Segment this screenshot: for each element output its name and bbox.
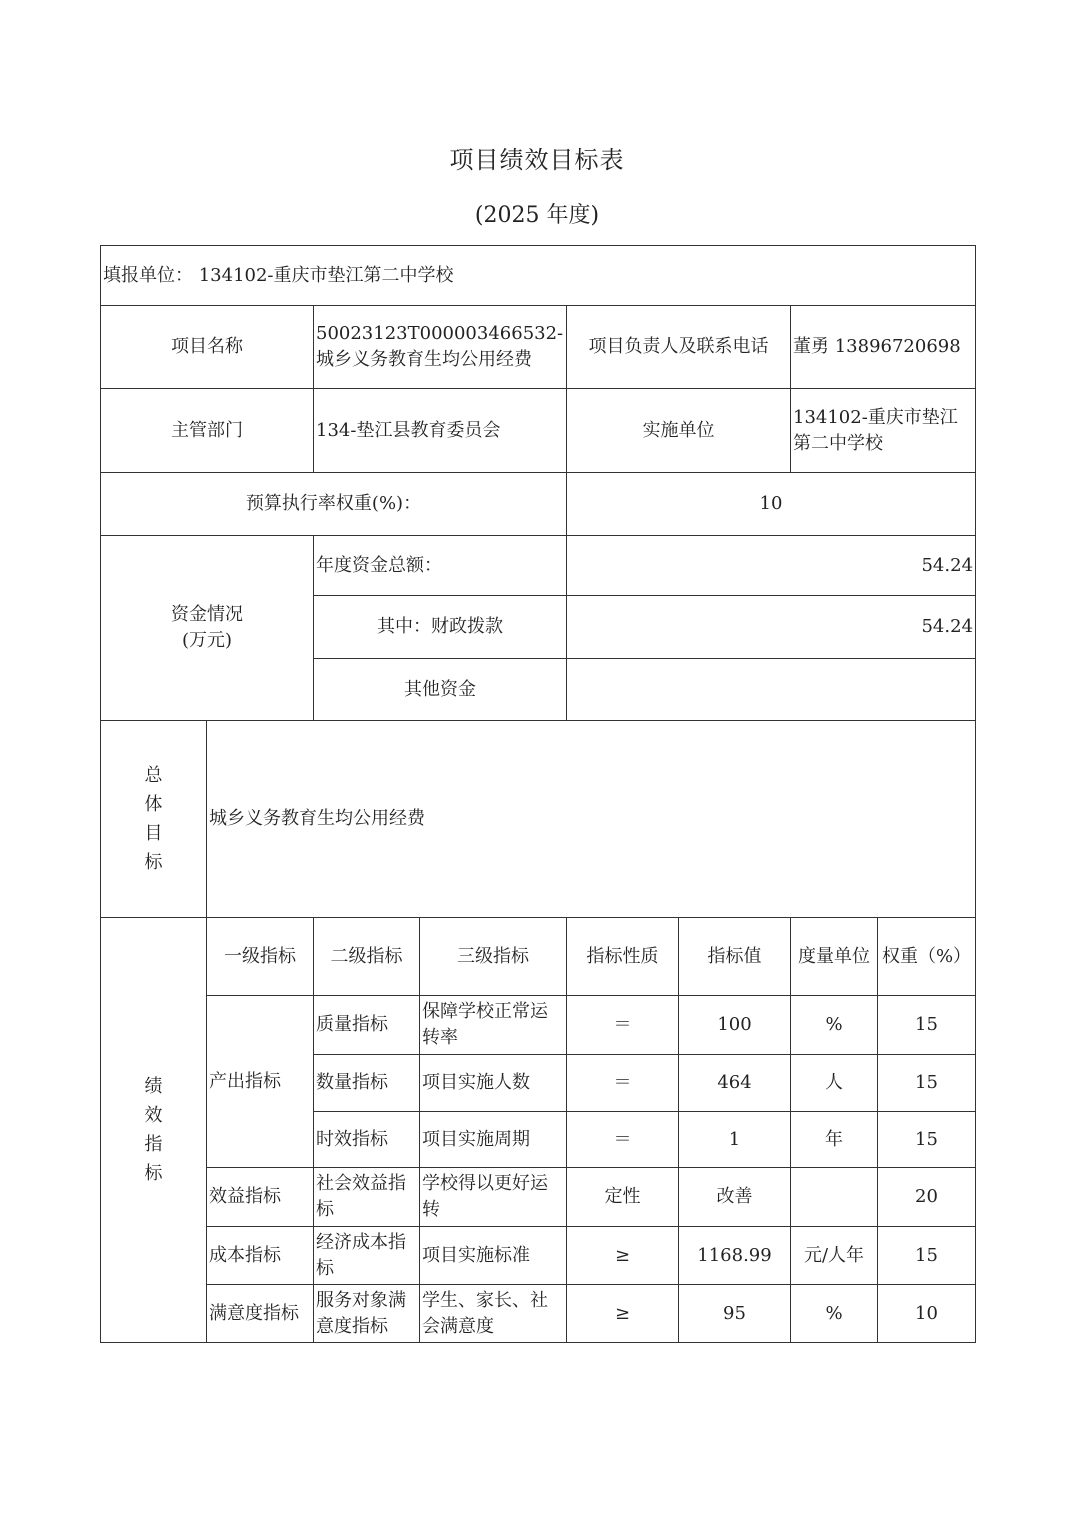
project-name-value: 50023123T000003466532-城乡义务教育生均公用经费 [314, 306, 567, 389]
table-row [101, 996, 976, 1055]
nature-cell: ＝ [567, 1055, 679, 1112]
level3-cell: 项目实施人数 [420, 1055, 567, 1112]
level3-cell: 项目实施标准 [420, 1227, 567, 1285]
impl-value: 134102-重庆市垫江第二中学校 [791, 389, 976, 473]
level2-cell: 数量指标 [314, 1055, 420, 1112]
header-level3: 三级指标 [420, 918, 567, 996]
level2-cell: 服务对象满意度指标 [314, 1285, 420, 1343]
level3-cell: 项目实施周期 [420, 1112, 567, 1168]
level1-cell: 效益指标 [207, 1168, 314, 1227]
level3-cell: 学生、家长、社会满意度 [420, 1285, 567, 1343]
level3-cell: 学校得以更好运转 [420, 1168, 567, 1227]
header-value: 指标值 [679, 918, 791, 996]
dept-value: 134-垫江县教育委员会 [314, 389, 567, 473]
level1-cell: 成本指标 [207, 1227, 314, 1285]
goal-label-char: 标 [144, 852, 163, 873]
perf-label-cell [101, 918, 207, 1343]
level3-cell: 保障学校正常运转率 [420, 996, 567, 1055]
fiscal-label: 其中：财政拨款 [314, 596, 567, 659]
goal-label-char: 目 [144, 823, 163, 844]
funds-unit: (万元) [181, 630, 233, 651]
perf-label-char: 绩 [144, 1076, 163, 1097]
value-cell: 464 [679, 1055, 791, 1112]
unit-cell: % [791, 1285, 878, 1343]
unit-cell: % [791, 996, 878, 1055]
unit-cell: 人 [791, 1055, 878, 1112]
header-weight: 权重（%） [878, 918, 976, 996]
level2-cell: 社会效益指标 [314, 1168, 420, 1227]
perf-label-char: 指 [144, 1134, 163, 1155]
page-subtitle: (2025 年度) [474, 203, 600, 228]
fill-unit: 填报单位： 134102-重庆市垫江第二中学校 [101, 246, 976, 306]
funds-label: 资金情况 [171, 604, 243, 625]
weight-cell: 15 [878, 1227, 976, 1285]
weight-cell: 10 [878, 1285, 976, 1343]
weight-cell: 15 [878, 1112, 976, 1168]
dept-label: 主管部门 [101, 389, 314, 473]
goal-value: 城乡义务教育生均公用经费 [207, 721, 976, 918]
page-title: 项目绩效目标表 [449, 146, 625, 174]
unit-cell [791, 1168, 878, 1227]
nature-cell: 定性 [567, 1168, 679, 1227]
header-level2: 二级指标 [314, 918, 420, 996]
value-cell: 100 [679, 996, 791, 1055]
leader-label: 项目负责人及联系电话 [567, 306, 791, 389]
header-unit: 度量单位 [791, 918, 878, 996]
header-nature: 指标性质 [567, 918, 679, 996]
nature-cell: ＝ [567, 996, 679, 1055]
other-value [567, 659, 976, 721]
perf-label-char: 标 [144, 1163, 163, 1184]
budget-rate-label: 预算执行率权重(%)： [101, 473, 567, 536]
annual-total-label: 年度资金总额： [314, 536, 567, 596]
goal-label-cell [101, 721, 207, 918]
table-row [101, 1227, 976, 1285]
nature-cell: ＝ [567, 1112, 679, 1168]
funds-label-cell [101, 536, 314, 721]
level2-cell: 时效指标 [314, 1112, 420, 1168]
level1-cell: 产出指标 [207, 996, 314, 1168]
nature-cell: ≥ [567, 1227, 679, 1285]
project-name-label: 项目名称 [101, 306, 314, 389]
value-cell: 95 [679, 1285, 791, 1343]
value-cell: 改善 [679, 1168, 791, 1227]
weight-cell: 15 [878, 1055, 976, 1112]
goal-label-char: 总 [144, 765, 163, 786]
annual-total-value: 54.24 [567, 536, 976, 596]
level2-cell: 质量指标 [314, 996, 420, 1055]
goal-label-char: 体 [144, 794, 163, 815]
unit-cell: 元/人年 [791, 1227, 878, 1285]
level1-cell: 满意度指标 [207, 1285, 314, 1343]
weight-cell: 15 [878, 996, 976, 1055]
nature-cell: ≥ [567, 1285, 679, 1343]
impl-label: 实施单位 [567, 389, 791, 473]
table-row [101, 1285, 976, 1343]
level2-cell: 经济成本指标 [314, 1227, 420, 1285]
performance-target-table [100, 245, 976, 1343]
header-level1: 一级指标 [207, 918, 314, 996]
table-row [101, 1168, 976, 1227]
unit-cell: 年 [791, 1112, 878, 1168]
fiscal-value: 54.24 [567, 596, 976, 659]
value-cell: 1 [679, 1112, 791, 1168]
value-cell: 1168.99 [679, 1227, 791, 1285]
budget-rate-value: 10 [567, 473, 976, 536]
leader-value: 董勇 13896720698 [791, 306, 976, 389]
other-label: 其他资金 [314, 659, 567, 721]
perf-label-char: 效 [144, 1105, 163, 1126]
weight-cell: 20 [878, 1168, 976, 1227]
